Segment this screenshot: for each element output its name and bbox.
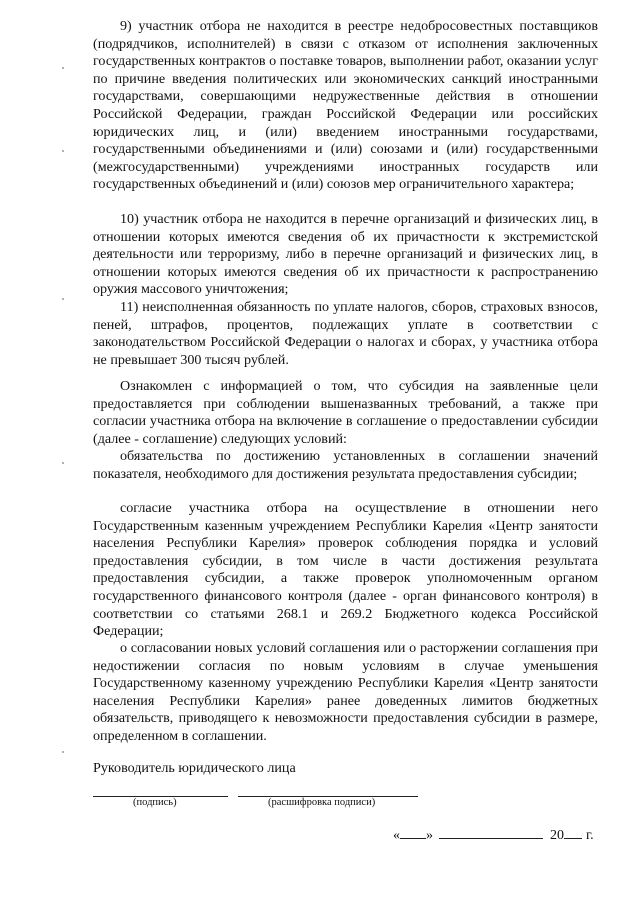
- date-open-quote: «: [393, 828, 400, 843]
- paragraph-condition-obligations: обязательства по достижению установленных в соглашении значений показателя, необходимого для достижения результата предоставления субсидии;: [93, 448, 598, 482]
- date-month-blank: [439, 826, 543, 839]
- paragraph-item-10: 10) участник отбора не находится в перечне организаций и физических лиц, в отношении которых имеются сведения об их причастности к экстремистской деятельности или терроризму, либо в перечне организаций и физических лиц, в отношении которых имеются сведения об их причастности к распространению оружия массового уничтожения;: [93, 211, 598, 298]
- scan-margin-mark: [62, 751, 64, 753]
- paragraph-condition-consent: согласие участника отбора на осуществление в отношении него Государственным казенным учреждением Республики Карелия «Центр занятости населения Республики Карелия» проверок соблюдения порядка и условий предоставления субсидии, в том числе в части достижения результата предоставления субсидии, а также проверок уполномоченным органом государственного финансового контроля (далее - орган финансового контроля) в соответствии со статьями 268.1 и 269.2 Бюджетного кодекса Российской Федерации;: [93, 500, 598, 640]
- date-year-prefix: 20: [550, 828, 564, 843]
- signature-decoding-caption: (расшифровка подписи): [268, 797, 376, 808]
- date-line: [393, 826, 594, 844]
- paragraph-item-9: 9) участник отбора не находится в реестре недобросовестных поставщиков (подрядчиков, исполнителей) в связи с отказом от исполнения заключенных государственных контрактов о поставке товаров, выполнении работ, оказании услуг по причине введения политических или экономических санкций иностранными государствами, совершающими недружественные действия в отношении Российской Федерации, граждан Российской Федерации или российских юридических лиц, и (или) введением иностранными государствами, государственными объединениями и (или) союзами и (или) государственными (межгосударственными) учреждениями иностранных государств или государственных объединений и (или) союзов мер ограничительного характера;: [93, 18, 598, 193]
- scan-margin-mark: [62, 150, 64, 152]
- scan-margin-mark: [62, 67, 64, 69]
- paragraph-item-11: 11) неисполненная обязанность по уплате налогов, сборов, страховых взносов, пеней, штрафов, процентов, подлежащих уплате в соответствии с законодательством Российской Федерации о налогах и сборах, у участника отбора не превышает 300 тысяч рублей.: [93, 299, 598, 368]
- scan-margin-mark: [62, 462, 64, 464]
- date-year-suffix: г.: [586, 828, 594, 843]
- paragraph-acknowledgement: Ознакомлен с информацией о том, что субсидия на заявленные цели предоставляется при соблюдении вышеназванных требований, а также при согласии участника отбора на включение в соглашение о предоставлении субсидии (далее - соглашение) следующих условий:: [93, 378, 598, 447]
- signature-caption: (подпись): [133, 797, 177, 808]
- date-year-blank: [564, 826, 582, 839]
- date-day-blank: [400, 826, 426, 839]
- scan-margin-mark: [62, 298, 64, 300]
- date-close-quote: »: [426, 828, 433, 843]
- signature-label: Руководитель юридического лица: [93, 760, 296, 776]
- paragraph-condition-new-terms: о согласовании новых условий соглашения или о расторжении соглашения при недостижении согласия по новым условиям в случае уменьшения Государственному казенному учреждению Республики Карелия «Центр занятости населения Республики Карелия» ранее доведенных лимитов бюджетных обязательств, приводящего к невозможности предоставления субсидии в размере, определенном в соглашении.: [93, 640, 598, 744]
